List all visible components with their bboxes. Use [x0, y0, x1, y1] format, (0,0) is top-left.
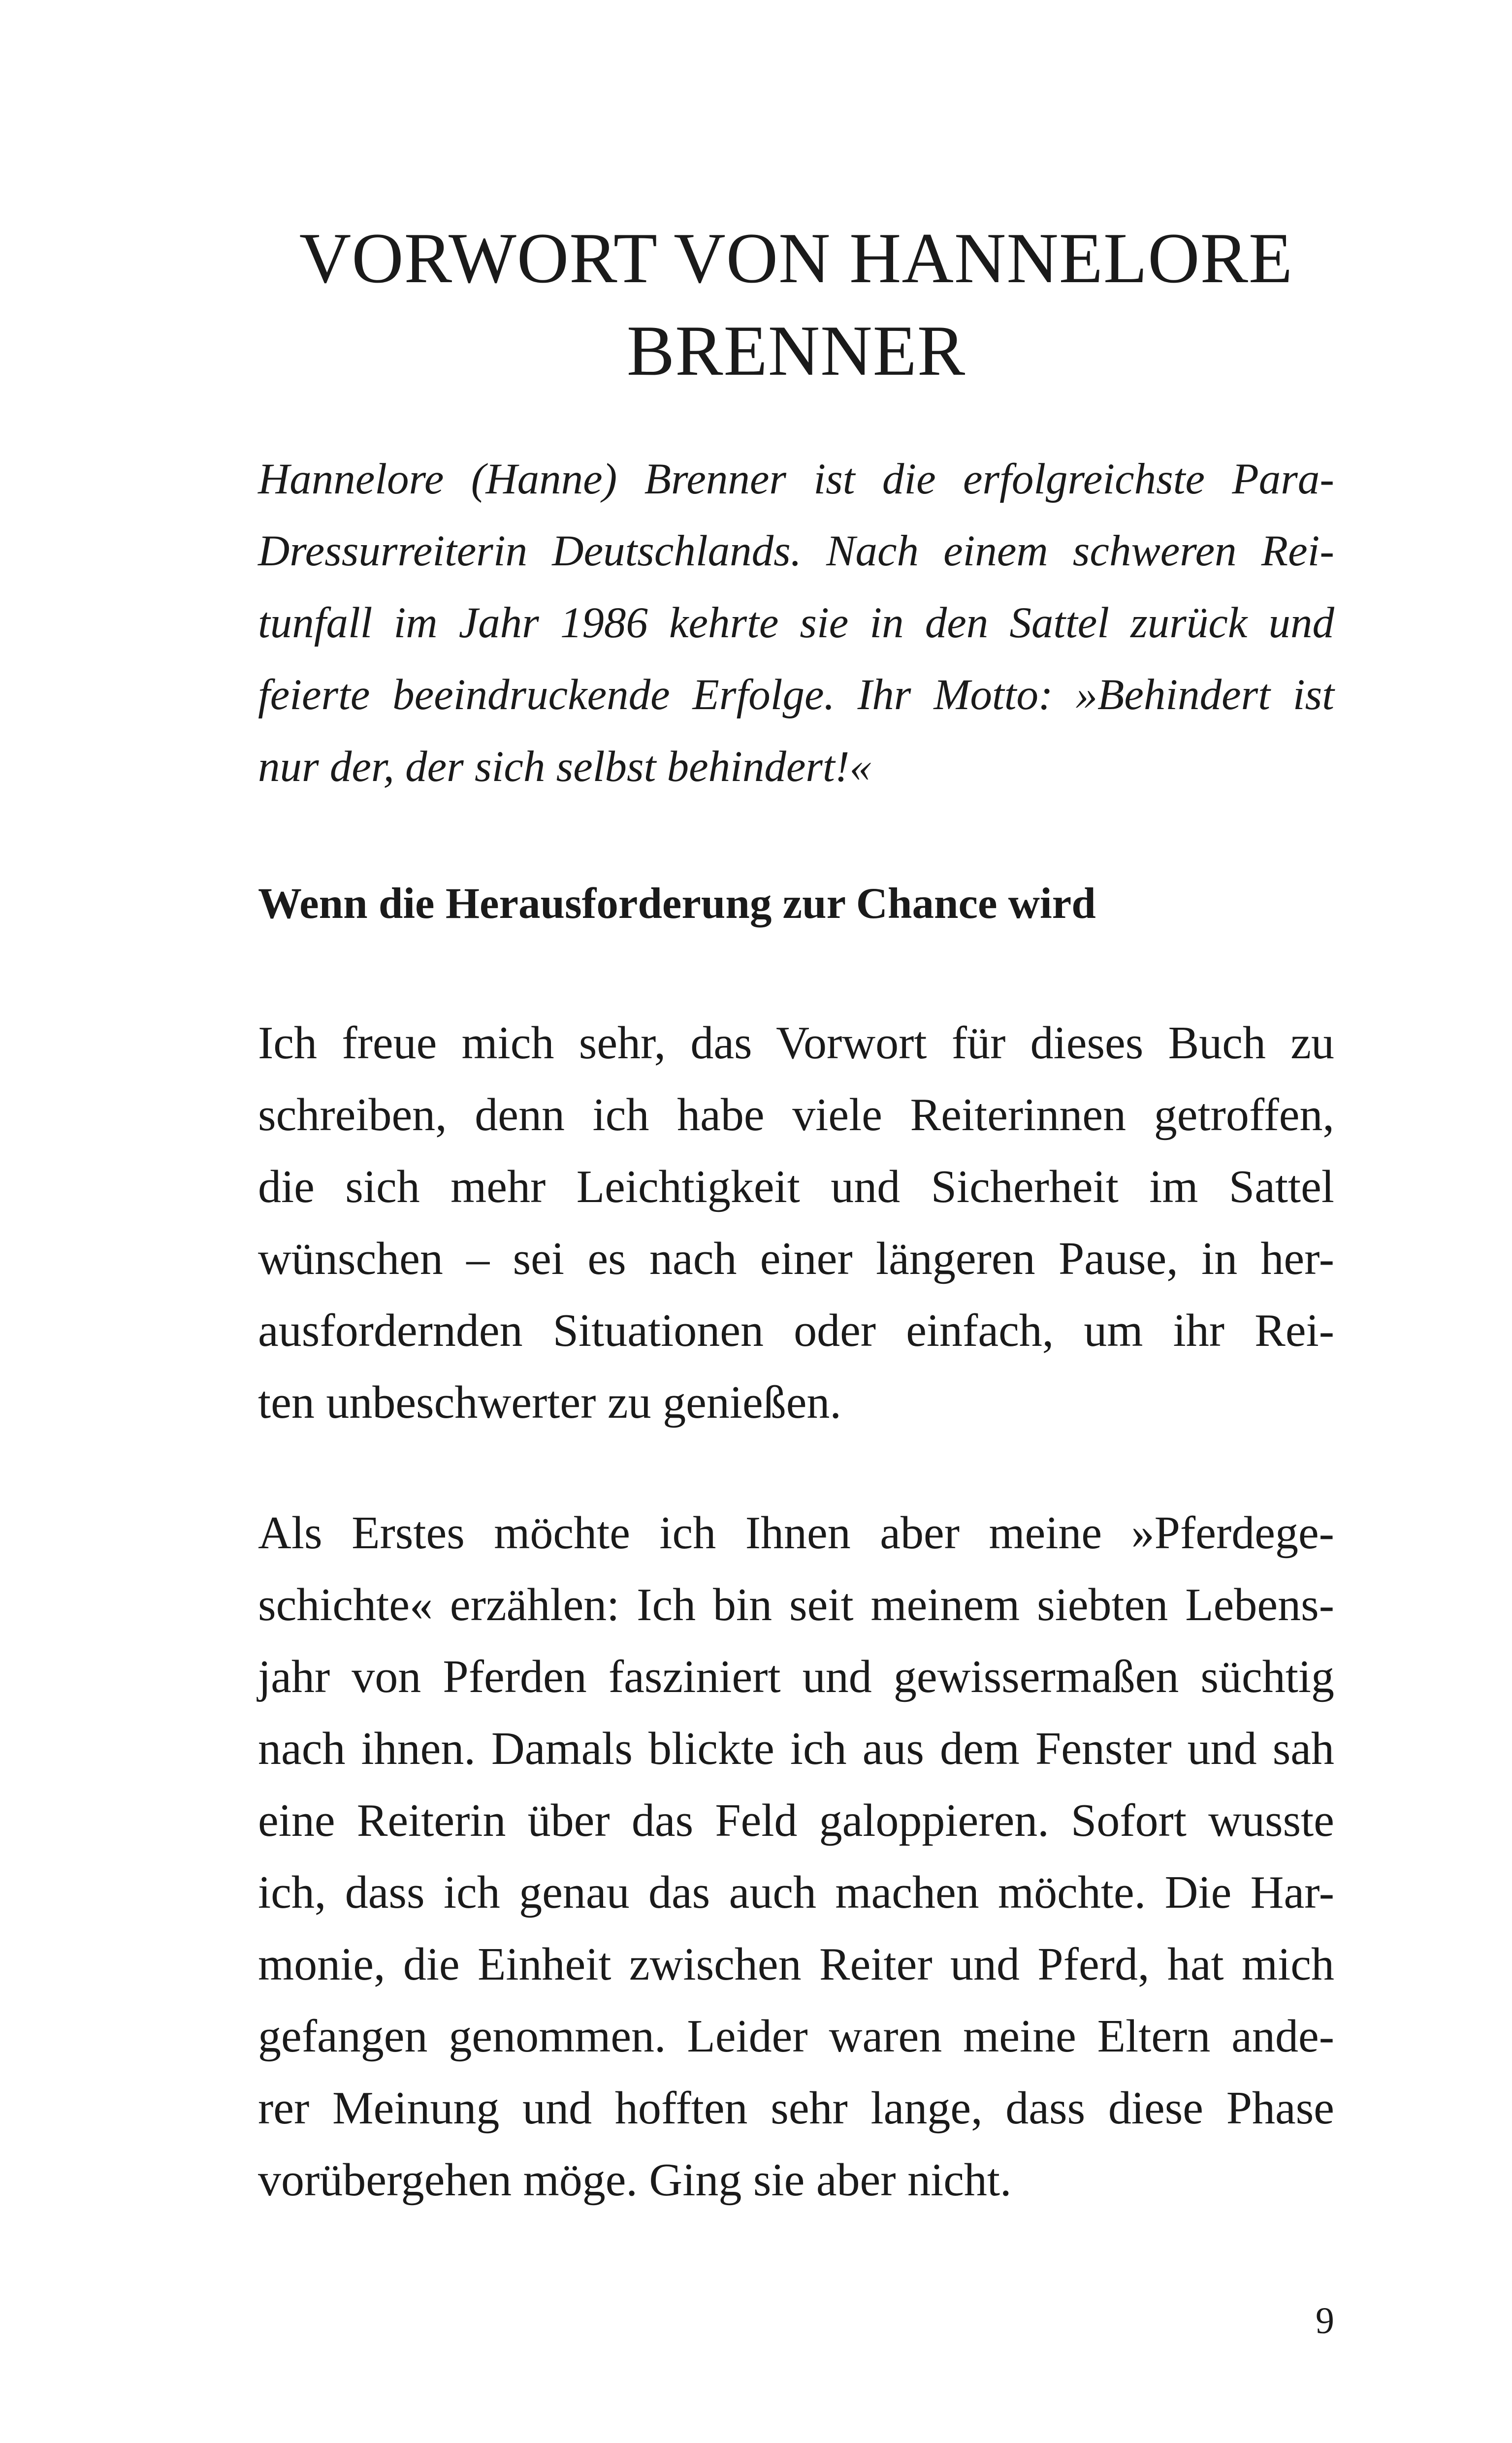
paragraph-line: Ich freue mich sehr, das Vorwort für dieses Buch zu	[258, 1017, 1334, 1069]
intro-line: tunfall im Jahr 1986 kehrte sie in den Sattel zurück und	[258, 599, 1334, 647]
paragraph-line: die sich mehr Leichtigkeit und Sicherheit im Sattel	[258, 1161, 1334, 1212]
body-paragraph	[258, 1007, 1334, 1438]
paragraph-line: ich, dass ich genau das auch machen möchte. Die Har-	[258, 1867, 1334, 1918]
body-paragraph	[258, 1497, 1334, 2216]
section-heading: Wenn die Herausforderung zur Chance wird	[258, 879, 1096, 928]
paragraph-line: jahr von Pferden fasziniert und gewissermaßen süchtig	[258, 1651, 1334, 1702]
page-number: 9	[1316, 2300, 1334, 2342]
paragraph-line: monie, die Einheit zwischen Reiter und Pferd, hat mich	[258, 1939, 1334, 1990]
paragraph-line: ausfordernden Situationen oder einfach, um ihr Rei-	[258, 1305, 1334, 1356]
paragraph-line: schreiben, denn ich habe viele Reiterinnen getroffen,	[258, 1089, 1334, 1140]
paragraph-line: wünschen – sei es nach einer längeren Pause, in her-	[258, 1233, 1334, 1284]
paragraph-line: gefangen genommen. Leider waren meine Eltern ande-	[258, 2011, 1334, 2062]
chapter-title-line: VORWORT VON HANNELORE	[299, 218, 1293, 298]
paragraph-line: vorübergehen möge. Ging sie aber nicht.	[258, 2154, 1012, 2206]
intro-line: Hannelore (Hanne) Brenner ist die erfolgreichste Para-	[258, 455, 1334, 503]
paragraph-line: schichte« erzählen: Ich bin seit meinem siebten Lebens-	[258, 1579, 1334, 1630]
intro-line: feierte beeindruckende Erfolge. Ihr Motto: »Behindert ist	[258, 671, 1334, 719]
paragraph-line: rer Meinung und hofften sehr lange, dass diese Phase	[258, 2083, 1334, 2134]
paragraph-line: eine Reiterin über das Feld galoppieren. Sofort wusste	[258, 1795, 1334, 1846]
paragraph-line: ten unbeschwerter zu genießen.	[258, 1377, 841, 1428]
chapter-title	[217, 212, 1376, 397]
paragraph-line: nach ihnen. Damals blickte ich aus dem Fenster und sah	[258, 1723, 1334, 1774]
paragraph-line: Als Erstes möchte ich Ihnen aber meine »Pferdege-	[258, 1507, 1334, 1559]
intro-line: Dressurreiterin Deutschlands. Nach einem schweren Rei-	[258, 527, 1334, 575]
chapter-title-line: BRENNER	[626, 311, 966, 391]
intro-line: nur der, der sich selbst behindert!«	[258, 743, 871, 791]
author-intro	[258, 443, 1334, 803]
